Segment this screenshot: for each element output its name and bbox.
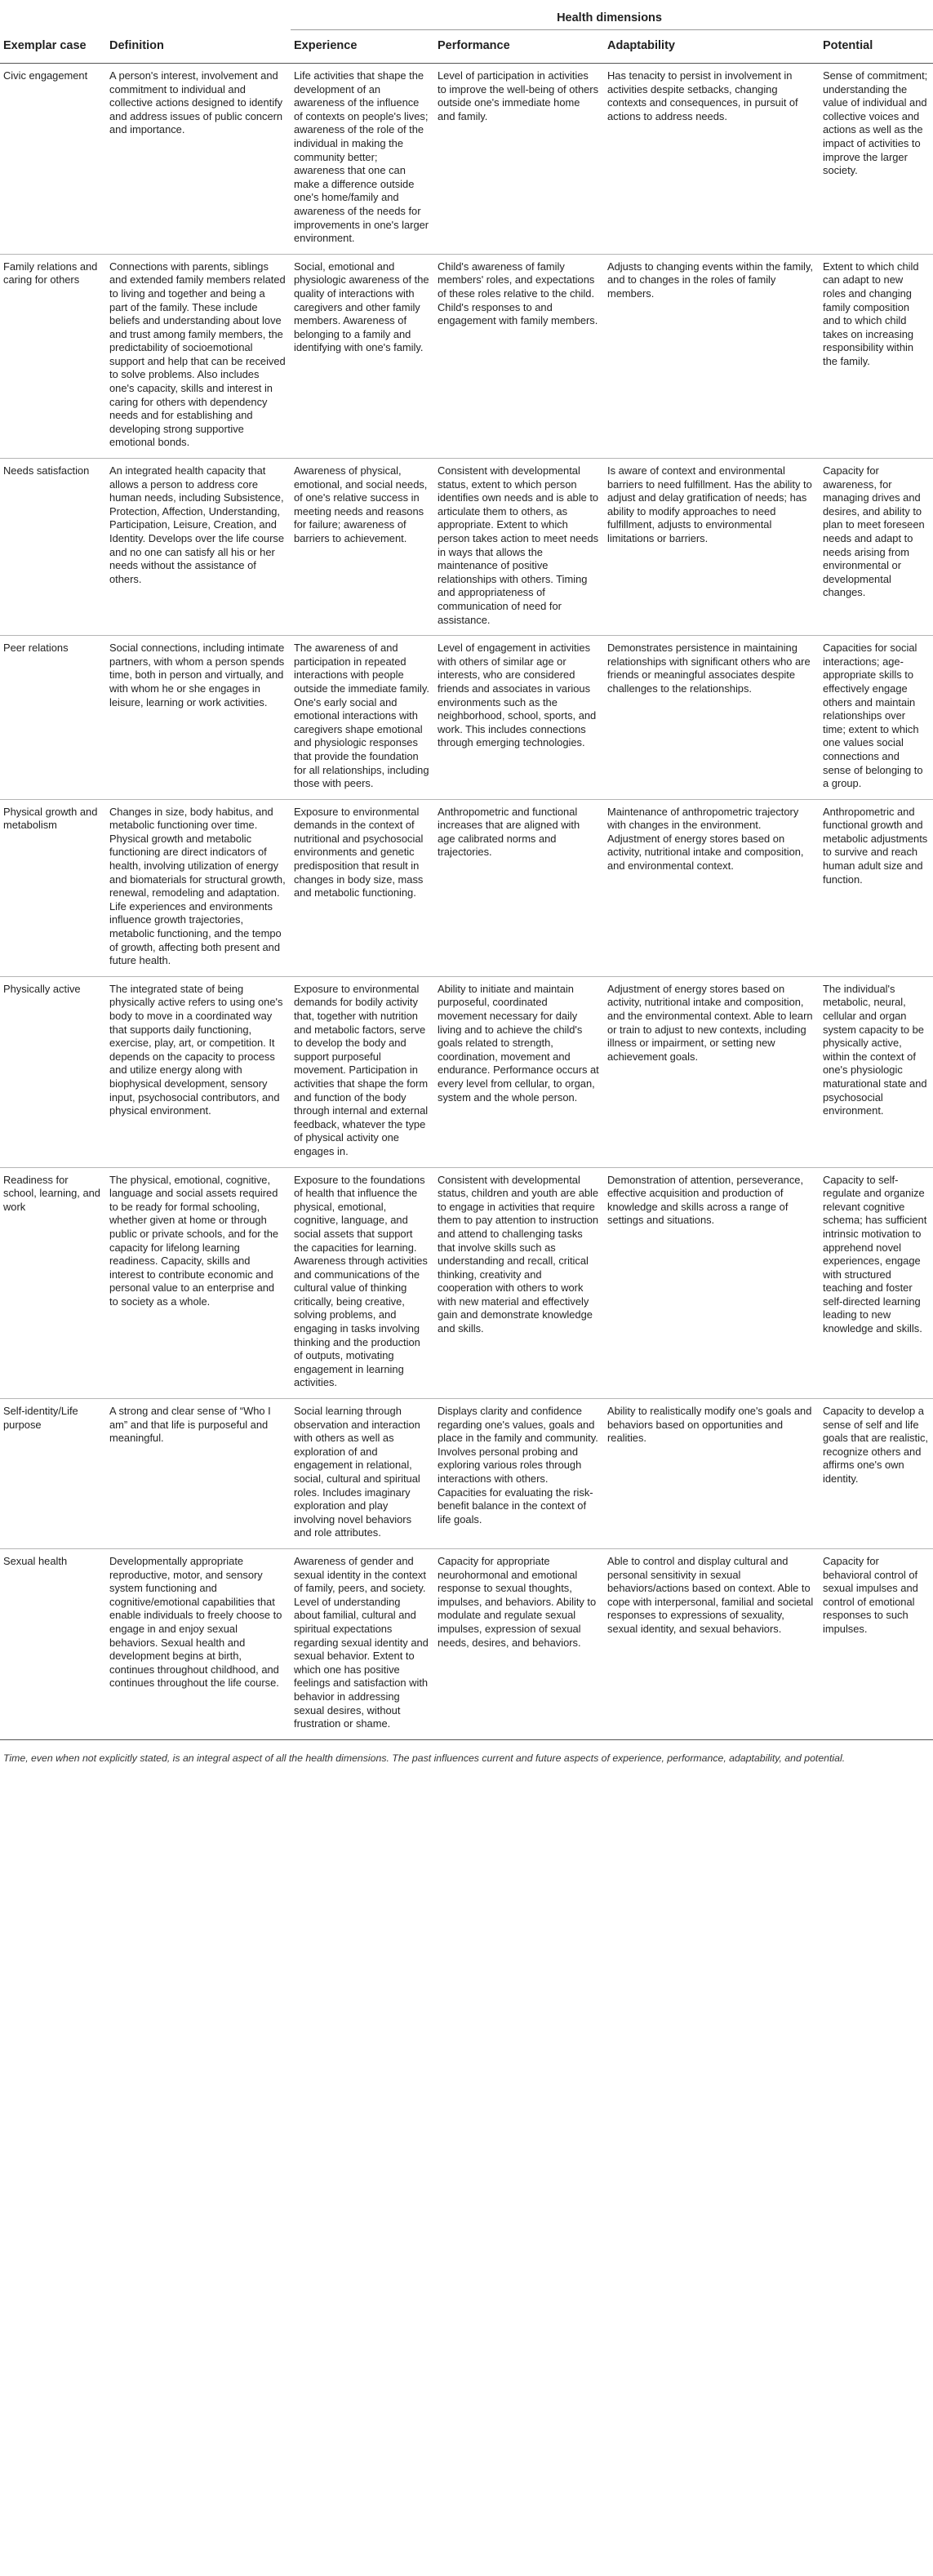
cell-performance: Displays clarity and confidence regarding one's values, goals and place in the family and community. Involves personal probing and exploring various roles through interactions with others. Capacities for evaluating the risk-benefit balance in the context of life goals. (434, 1399, 604, 1549)
cell-potential: Capacity to self-regulate and organize relevant cognitive schema; has sufficient intrinsic motivation to apprehend novel experiences, engage with structured teaching and foster self-directed learning leading to new knowledge and skills. (820, 1167, 933, 1399)
cell-experience: Awareness of gender and sexual identity in the context of family, peers, and society. Level of understanding about familial, cultural and spiritual expectations regarding sexual identity and sexual behavior. Extent to which one has positive feelings and satisfaction with behavior in addressing sexual desires, without frustration or shame. (291, 1548, 434, 1739)
table-row (0, 1548, 933, 1739)
table-row (0, 1167, 933, 1399)
cell-performance: Ability to initiate and maintain purposeful, coordinated movement necessary for daily living and to achieve the child's goals related to strength, coordination, movement and endurance. Performance occurs at every level from cellular, to organ, system and the whole person. (434, 976, 604, 1167)
header-group-row (0, 0, 933, 30)
cell-potential: Sense of commitment; understanding the value of individual and collective voices and actions as well as the impact of activities to improve the larger society. (820, 64, 933, 255)
cell-adaptability: Has tenacity to persist in involvement in activities despite setbacks, changing contexts and consequences, in pursuit of actions to address needs. (604, 64, 820, 255)
table-body (0, 64, 933, 1740)
column-header-exemplar-case: Exemplar case (0, 30, 106, 64)
cell-definition: Developmentally appropriate reproductive, motor, and sensory system functioning and cognitive/emotional capabilities that enable individuals to freely choose to engage in and enjoy sexual behaviors. Sexual health and development begins at birth, continues throughout childhood, and continues throughout the life course. (106, 1548, 291, 1739)
cell-potential: Extent to which child can adapt to new roles and changing family composition and to which child takes on increasing responsibility within the family. (820, 254, 933, 458)
cell-case: Sexual health (0, 1548, 106, 1739)
cell-adaptability: Maintenance of anthropometric trajectory with changes in the environment. Adjustment of energy stores based on activity, nutritional intake and composition, and environmental context. (604, 799, 820, 976)
cell-case: Needs satisfaction (0, 459, 106, 636)
column-header-definition: Definition (106, 30, 291, 64)
table-footnote: Time, even when not explicitly stated, is an integral aspect of all the health dimensions. The past influences current and future aspects of experience, performance, adaptability, and potential. (3, 1752, 846, 1764)
cell-case: Peer relations (0, 636, 106, 800)
cell-definition: A strong and clear sense of “Who I am” and that life is purposeful and meaningful. (106, 1399, 291, 1549)
column-header-experience: Experience (291, 30, 434, 64)
cell-case: Physically active (0, 976, 106, 1167)
cell-performance: Capacity for appropriate neurohormonal and emotional response to sexual thoughts, impulses, and behaviors. Ability to modulate and regulate sexual impulses, expression of sexual needs, desires, and behaviors. (434, 1548, 604, 1739)
cell-experience: Social learning through observation and interaction with others as well as exploration of and engagement in relational, social, cultural and spiritual roles. Includes imaginary exploration and play involving novel behaviors and role attributes. (291, 1399, 434, 1549)
cell-case: Civic engagement (0, 64, 106, 255)
cell-definition: A person's interest, involvement and commitment to individual and collective actions designed to identify and address issues of public concern and importance. (106, 64, 291, 255)
table-row (0, 1399, 933, 1549)
cell-experience: Awareness of physical, emotional, and social needs, of one's relative success in meeting needs and reasons for failure; awareness of barriers to achievement. (291, 459, 434, 636)
cell-adaptability: Able to control and display cultural and personal sensitivity in sexual behaviors/actions based on context. Able to cope with interpersonal, familial and societal responses to expressions of sexuality, sexual identity, and sexual behaviors. (604, 1548, 820, 1739)
cell-potential: Anthropometric and functional growth and metabolic adjustments to survive and reach human adult size and function. (820, 799, 933, 976)
table-row (0, 64, 933, 255)
cell-definition: The integrated state of being physically active refers to using one's body to move in a coordinated way that supports daily functioning, exercise, play, art, or competition. It depends on the capacity to process and utilize energy along with biophysical development, sensory input, psychosocial contributors, and physical environment. (106, 976, 291, 1167)
cell-case: Self-identity/Life purpose (0, 1399, 106, 1549)
table-row (0, 799, 933, 976)
column-header-potential: Potential (820, 30, 933, 64)
cell-case: Physical growth and metabolism (0, 799, 106, 976)
cell-potential: Capacity for awareness, for managing drives and desires, and ability to plan to meet foreseen needs and adapt to needs arising from environmental or developmental changes. (820, 459, 933, 636)
cell-experience: Exposure to environmental demands for bodily activity that, together with nutrition and metabolic factors, serve to develop the body and support purposeful movement. Participation in activities that shape the form and function of the body through internal and external feedback, whatever the type of physical activity one engages in. (291, 976, 434, 1167)
cell-potential: Capacities for social interactions; age-appropriate skills to effectively engage others and maintain relationships over time; extent to which one values social connections and sense of belonging to a group. (820, 636, 933, 800)
cell-performance: Consistent with developmental status, children and youth are able to engage in activities that require them to pay attention to instruction and attend to challenging tasks that involve skills such as understanding and recall, critical thinking, creativity and cooperation with others to work with new material and effectively gain and demonstrate knowledge and skills. (434, 1167, 604, 1399)
cell-performance: Level of participation in activities to improve the well-being of others outside one's immediate home and family. (434, 64, 604, 255)
cell-case: Family relations and caring for others (0, 254, 106, 458)
cell-definition: Social connections, including intimate partners, with whom a person spends time, both in person and virtually, and with whom he or she engages in leisure, learning or work activities. (106, 636, 291, 800)
cell-adaptability: Is aware of context and environmental barriers to need fulfillment. Has the ability to adjust and delay gratification of needs; has ability to modify approaches to need fulfillment, adjusts to environmental limitations or barriers. (604, 459, 820, 636)
table-row (0, 976, 933, 1167)
cell-experience: The awareness of and participation in repeated interactions with people outside the immediate family. One's early social and emotional interactions with caregivers shape emotional and physiologic responses that provide the foundation for all relationships, including those with peers. (291, 636, 434, 800)
column-header-adaptability: Adaptability (604, 30, 820, 64)
cell-performance: Child's awareness of family members' roles, and expectations of these roles relative to the child. Child's responses to and engagement with family members. (434, 254, 604, 458)
cell-case: Readiness for school, learning, and work (0, 1167, 106, 1399)
cell-experience: Exposure to the foundations of health that influence the physical, emotional, cognitive, language, and social assets that support the capacities for learning. Awareness through activities and communications of the cultural value of thinking critically, being creative, solving problems, and engaging in tasks involving thinking and the production of outputs, motivating engagement in learning activities. (291, 1167, 434, 1399)
header-columns-row (0, 30, 933, 64)
cell-experience: Life activities that shape the development of an awareness of the influence of contexts on people's lives; awareness of the role of the individual in making the community better; awareness that one can make a difference outside one's home/family and awareness of the needs for improvements in one's larger environment. (291, 64, 434, 255)
cell-performance: Anthropometric and functional increases that are aligned with age calibrated norms and trajectories. (434, 799, 604, 976)
cell-experience: Social, emotional and physiologic awareness of the quality of interactions with caregivers and other family members. Awareness of belonging to a family and identifying with one's family. (291, 254, 434, 458)
cell-experience: Exposure to environmental demands in the context of nutritional and psychosocial environments and genetic predisposition that result in changes in body size, mass and metabolic functioning. (291, 799, 434, 976)
header-health-dimensions: Health dimensions (291, 0, 933, 30)
cell-potential: Capacity to develop a sense of self and life goals that are realistic, recognize others and affirms one's own identity. (820, 1399, 933, 1549)
cell-adaptability: Demonstrates persistence in maintaining relationships with significant others who are friends or meaningful associates despite challenges to the relationships. (604, 636, 820, 800)
cell-adaptability: Adjustment of energy stores based on activity, nutritional intake and composition, and the environmental context. Able to learn or train to adjust to new contexts, including illness or impairment, or setting new achievement goals. (604, 976, 820, 1167)
cell-adaptability: Demonstration of attention, perseverance, effective acquisition and production of knowledge and skills across a range of settings and situations. (604, 1167, 820, 1399)
cell-definition: Connections with parents, siblings and extended family members related to living and together and being a part of the family. These include beliefs and understanding about love and trust among family members, the predictability of socioemotional support and help that can be received to solve problems. Also includes one's capacity, skills and interest in caring for others with dependency needs and for establishing and developing strong supportive emotional bonds. (106, 254, 291, 458)
cell-potential: The individual's metabolic, neural, cellular and organ system capacity to be physically active, within the context of one's physiologic maturational state and psychosocial environment. (820, 976, 933, 1167)
cell-adaptability: Ability to realistically modify one's goals and behaviors based on opportunities and realities. (604, 1399, 820, 1549)
cell-performance: Consistent with developmental status, extent to which person identifies own needs and is able to articulate them to others, as appropriate. Extent to which person takes action to meet needs in ways that allows the maintenance of positive relationships with others. Timing and appropriateness of communication of need for assistance. (434, 459, 604, 636)
table-row (0, 636, 933, 800)
column-header-performance: Performance (434, 30, 604, 64)
table-row (0, 459, 933, 636)
cell-definition: The physical, emotional, cognitive, language and social assets required to be ready for formal schooling, whether given at home or through public or private schools, and for the capacity for lifelong learning readiness. Capacity, skills and interest to contribute economic and personal value to an enterprise and to society as a whole. (106, 1167, 291, 1399)
table-row (0, 254, 933, 458)
cell-performance: Level of engagement in activities with others of similar age or interests, who are considered friends and associates in various environments such as the neighborhood, school, sports, and work. This includes connections through emerging technologies. (434, 636, 604, 800)
cell-adaptability: Adjusts to changing events within the family, and to changes in the roles of family members. (604, 254, 820, 458)
cell-potential: Capacity for behavioral control of sexual impulses and control of emotional responses to such impulses. (820, 1548, 933, 1739)
header-spacer (0, 0, 106, 30)
cell-definition: Changes in size, body habitus, and metabolic functioning over time. Physical growth and metabolic functioning are direct indicators of health, involving utilization of energy and biomaterials for structural growth, renewal, remodeling and adaptation. Life experiences and environments influence growth trajectories, metabolic functioning, and the tempo of growth, affecting both present and future health. (106, 799, 291, 976)
cell-definition: An integrated health capacity that allows a person to address core human needs, including Subsistence, Protection, Affection, Understanding, Participation, Leisure, Creation, and Identity. Develops over the life course and no one can satisfy all his or her needs without the assistance of others. (106, 459, 291, 636)
header-spacer (106, 0, 291, 30)
